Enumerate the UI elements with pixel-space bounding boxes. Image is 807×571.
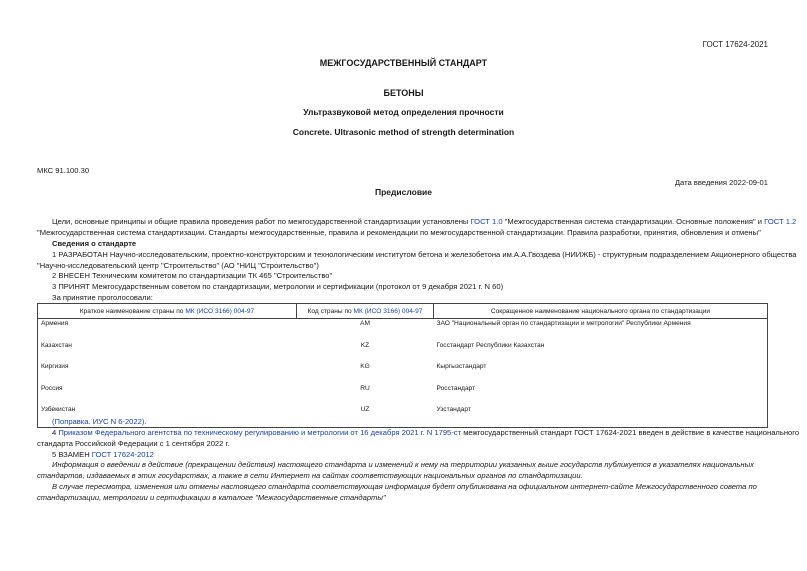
info-paragraph-1-continued: стандартов, издаваемых в этих государствах, а также в сети Интернет на сайтах соответствующих национальных органов по стандартизации. — [37, 471, 583, 480]
code-cell: RU — [360, 384, 370, 392]
title-russian: Ультразвуковой метод определения прочности — [303, 107, 504, 117]
mks-code: МКС 91.100.30 — [37, 166, 90, 175]
info-paragraph-2: В случае пересмотра, изменения или отмены настоящего стандарта соответствующая информация будет опубликована на официальном интернет-сайте Межгосударственного совета по — [52, 482, 757, 491]
table-header-row — [38, 304, 768, 319]
vote-label: За принятие проголосовали: — [52, 293, 153, 302]
item-4 — [52, 427, 799, 438]
voting-countries-table — [37, 303, 768, 428]
title-english: Concrete. Ultrasonic method of strength determination — [292, 127, 515, 137]
column-header-body: Сокращенное наименование национального органа по стандартизации — [434, 304, 768, 319]
table-row — [38, 362, 768, 384]
info-paragraph-2-continued: стандартизации, метрологии и сертификации в каталоге "Межгосударственные стандарты" — [37, 493, 386, 502]
country-cell: Казахстан — [41, 341, 72, 349]
gost-17624-2012-link[interactable]: ГОСТ 17624-2012 — [91, 450, 154, 459]
body-cell: Госстандарт Республики Казахстан — [436, 341, 545, 349]
item-4-number: 4 — [52, 428, 59, 437]
preface-paragraph-1-continued: "Межгосударственная система стандартизации. Стандарты межгосударственные, правила и рекомендации по межгосударственной стандартизации. Правила разработки, принятия, обновления и отмены" — [37, 228, 761, 237]
item-1: 1 РАЗРАБОТАН Научно-исследовательским, проектно-конструкторским и технологическим институтом бетона и железобетона им.А.А.Гвоздева (НИИЖБ) - структурным подразделением Акционерного общества — [52, 250, 797, 259]
body-cell: ЗАО "Национальный орган по стандартизации и метрологии" Республики Армения — [436, 320, 691, 327]
preface-paragraph-1 — [52, 216, 796, 227]
document-number: ГОСТ 17624-2021 — [702, 40, 768, 49]
gost-1-0-link[interactable]: ГОСТ 1.0 — [470, 217, 503, 226]
table-row — [38, 341, 768, 363]
standard-type-heading: МЕЖГОСУДАРСТВЕННЫЙ СТАНДАРТ — [319, 58, 488, 68]
gost-1-2-link[interactable]: ГОСТ 1.2 — [764, 217, 797, 226]
header-text: Код страны по — [307, 307, 354, 315]
body-cell: Росстандарт — [436, 384, 476, 392]
column-header-country — [38, 304, 297, 319]
item-2: 2 ВНЕСЕН Техническим комитетом по стандартизации ТК 465 "Строительство" — [52, 271, 333, 280]
mk-iso-link[interactable]: МК (ИСО 3166) 004-97 — [353, 307, 423, 315]
column-header-code — [297, 304, 434, 319]
code-cell: UZ — [360, 406, 370, 414]
code-cell: KG — [360, 363, 370, 371]
body-cell: Кыргызстандарт — [436, 363, 487, 371]
country-cell: Узбекистан — [41, 406, 76, 414]
order-link[interactable]: Приказом Федерального агентства по техническому регулированию и метрологии от 16 декабря 2021 г. N 1795-ст — [58, 428, 462, 437]
intro-date: Дата введения 2022-09-01 — [674, 178, 768, 187]
country-cell: Армения — [41, 320, 69, 327]
body-cell: Узстандарт — [436, 406, 471, 414]
mk-iso-link[interactable]: МК (ИСО 3166) 004-97 — [185, 307, 255, 315]
country-cell: Киргизия — [41, 363, 69, 371]
preface-text-mid: "Межгосударственная система стандартизации. Основные положения" и — [502, 217, 765, 226]
item-1-continued: "Научно-исследовательский центр "Строительство" (АО "НИЦ "Строительство") — [37, 261, 319, 270]
amendment-link[interactable]: (Поправка. ИУС N 6-2022). — [52, 417, 147, 426]
item-3: 3 ПРИНЯТ Межгосударственным советом по стандартизации, метрологии и сертификации (протокол от 9 декабря 2021 г. N 60) — [52, 282, 504, 291]
country-cell: Россия — [41, 384, 63, 392]
table-row — [38, 384, 768, 406]
info-paragraph-1: Информация о введении в действие (прекращении действия) настоящего стандарта и изменений к нему на территории указанных выше государств публикуется в указателях национальных — [52, 460, 754, 469]
item-4-continued: стандарта Российской Федерации с 1 сентября 2022 г. — [37, 439, 230, 448]
info-heading: Сведения о стандарте — [52, 239, 137, 248]
section-title: Предисловие — [374, 187, 433, 197]
header-text: Краткое наименование страны по — [79, 307, 186, 315]
code-cell: KZ — [360, 341, 370, 349]
code-cell: AM — [360, 320, 370, 327]
preface-text: Цели, основные принципы и общие правила проведения работ по межгосударственной стандартизации установлены — [52, 217, 471, 226]
table-row — [38, 319, 768, 341]
subject-heading: БЕТОНЫ — [383, 88, 424, 98]
item-4-text: межгосударственный стандарт ГОСТ 17624-2021 введен в действие в качестве национального — [461, 428, 800, 437]
table-row — [38, 405, 768, 427]
item-5-text: 5 ВЗАМЕН — [52, 450, 92, 459]
